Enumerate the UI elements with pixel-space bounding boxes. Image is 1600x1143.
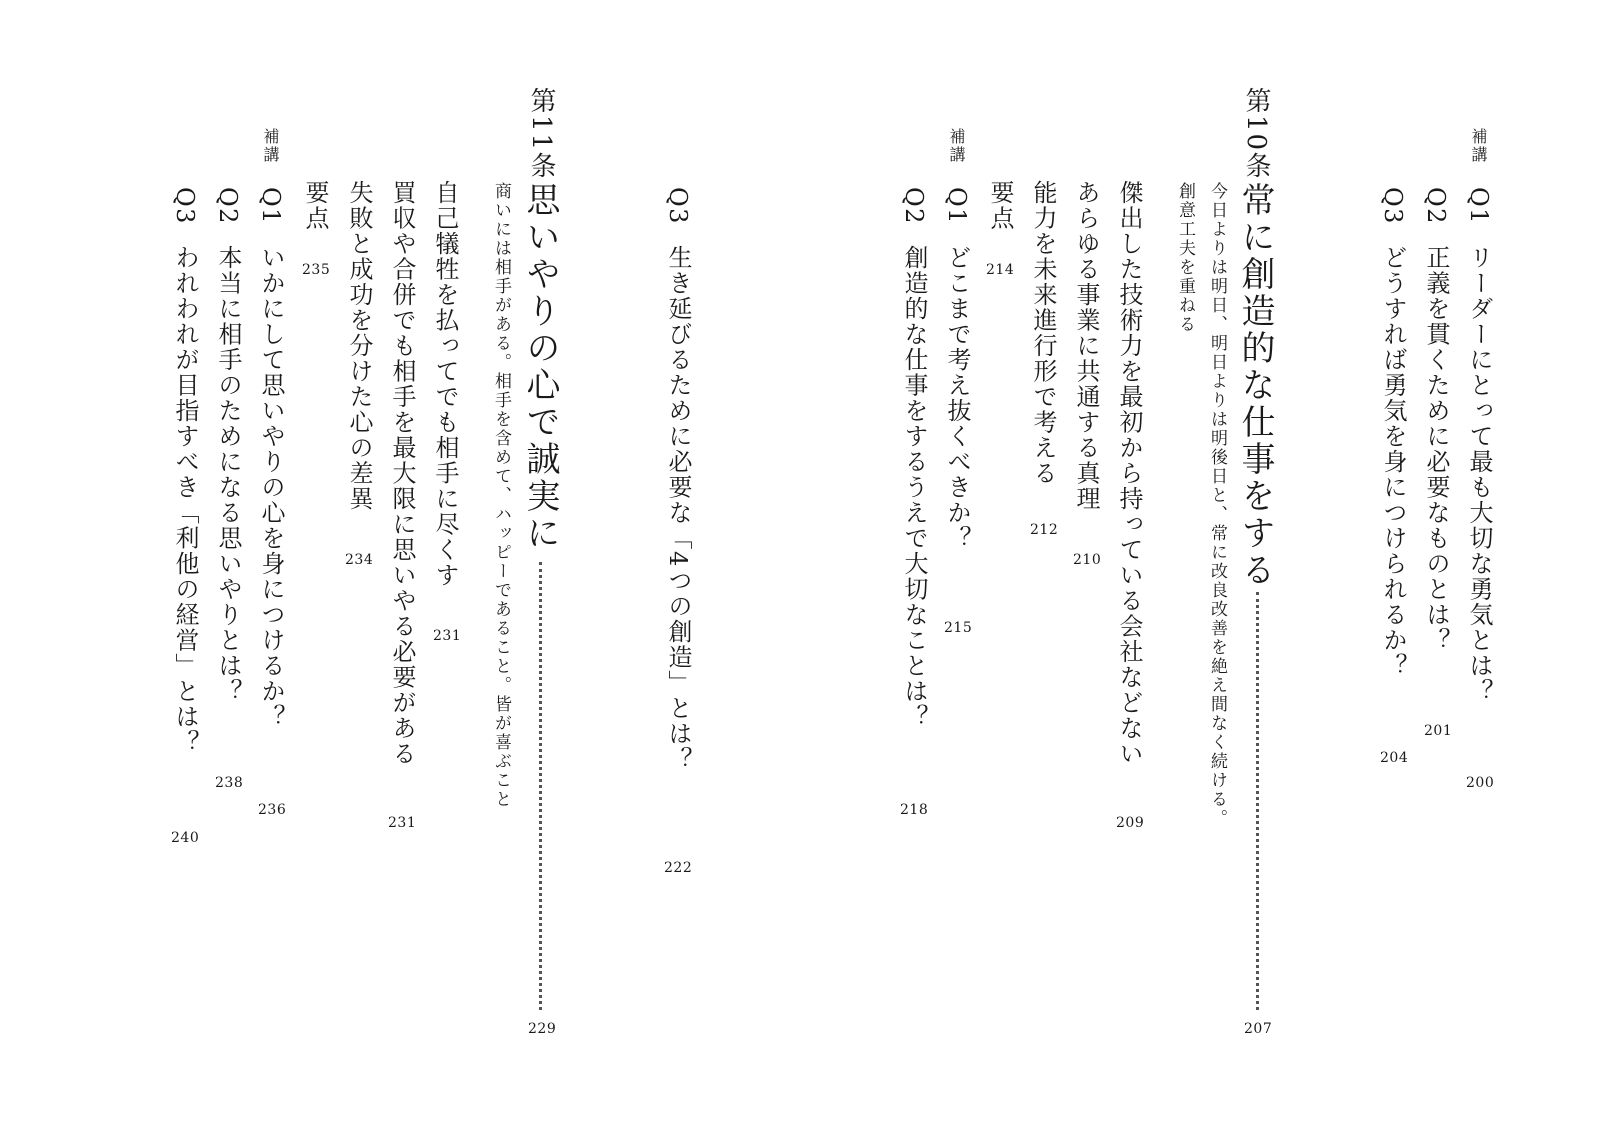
question-label: Q1 [1465,187,1493,225]
question-label: Q2 [1422,187,1450,225]
supplement-heading: 補講 [947,128,966,164]
page-number: 215 [944,620,973,636]
page-number: 234 [345,552,374,568]
entry-text: 正義を貫くために必要なものとは？ [1422,244,1450,653]
toc-entry[interactable] [259,187,283,729]
question-label: Q2 [900,187,928,225]
page-number: 218 [900,802,929,818]
page-number: 212 [1030,522,1059,538]
key-points[interactable]: 要点 [301,180,329,231]
question-label: Q3 [171,187,199,225]
entry-text: いかにして思いやりの心を身につけるか？ [257,244,285,730]
page-number: 222 [664,860,693,876]
page-number: 209 [1116,815,1145,831]
toc-entry[interactable] [1467,187,1491,704]
chapter-title[interactable]: 常に創造的な仕事をする [1235,182,1275,589]
page-number: 231 [388,815,417,831]
page-number: 235 [302,262,331,278]
toc-entry[interactable]: 能力を未来進行形で考える [1029,180,1057,486]
toc-entry[interactable] [1381,187,1405,678]
question-label: Q1 [943,187,971,225]
toc-entry[interactable]: 失敗と成功を分けた心の差異 [345,180,373,512]
chapter-title[interactable]: 思いやりの心で誠実に [520,182,560,552]
entry-text: どうすれば勇気を身につけられるか？ [1379,244,1407,679]
toc-entry[interactable]: 買収や合併でも相手を最大限に思いやる必要がある [388,180,416,767]
entry-text: どこまで考え抜くべきか？ [943,244,971,551]
page-number: 238 [215,775,244,791]
entry-text: 創造的な仕事をするうえで大切なことは？ [900,244,928,730]
page-number: 207 [1244,1021,1273,1037]
supplement-heading: 補講 [261,128,280,164]
entry-text: 本当に相手のためになる思いやりとは？ [214,244,242,704]
page-number: 231 [433,628,462,644]
question-label: Q3 [664,187,692,225]
leader-dots [1256,592,1259,1010]
toc-entry[interactable]: 傑出した技術力を最初から持っている会社などない [1115,180,1143,767]
chapter-subtitle: 商いには相手がある。相手を含めて、ハッピーであること。皆が喜ぶこと [491,182,511,809]
page-number: 229 [528,1021,557,1037]
chapter-number: 第11条 [526,87,556,181]
page-number: 210 [1073,552,1102,568]
page-number: 214 [986,262,1015,278]
toc-entry[interactable] [945,187,969,551]
toc-entry[interactable] [173,187,197,755]
page-number: 240 [171,830,200,846]
chapter-number: 第10条 [1241,87,1271,181]
leader-dots [539,562,542,1010]
supplement-heading: 補講 [1469,128,1488,164]
page-number: 201 [1424,723,1453,739]
entry-text: われわれが目指すべき「利他の経営」とは？ [171,244,199,755]
toc-entry[interactable] [902,187,926,729]
page-number: 200 [1466,775,1495,791]
question-label: Q1 [257,187,285,225]
page-number: 204 [1380,750,1409,766]
toc-entry[interactable] [216,187,240,704]
entry-text: 生き延びるために必要な「4つの創造」とは？ [664,244,692,772]
key-points[interactable]: 要点 [986,180,1014,231]
question-label: Q2 [214,187,242,225]
entry-text: リーダーにとって最も大切な勇気とは？ [1465,244,1493,704]
question-label: Q3 [1379,187,1407,225]
chapter-subtitle: 今日よりは明日、明日よりは明後日と、常に改良改善を絶え間なく続ける。 [1207,182,1227,828]
chapter-subtitle: 創意工夫を重ねる [1175,182,1195,334]
toc-entry[interactable]: 自己犠牲を払ってでも相手に尽くす [431,180,459,588]
toc-entry[interactable] [666,187,690,772]
toc-entry[interactable]: あらゆる事業に共通する真理 [1072,180,1100,512]
toc-entry[interactable] [1424,187,1448,653]
page-number: 236 [258,802,287,818]
